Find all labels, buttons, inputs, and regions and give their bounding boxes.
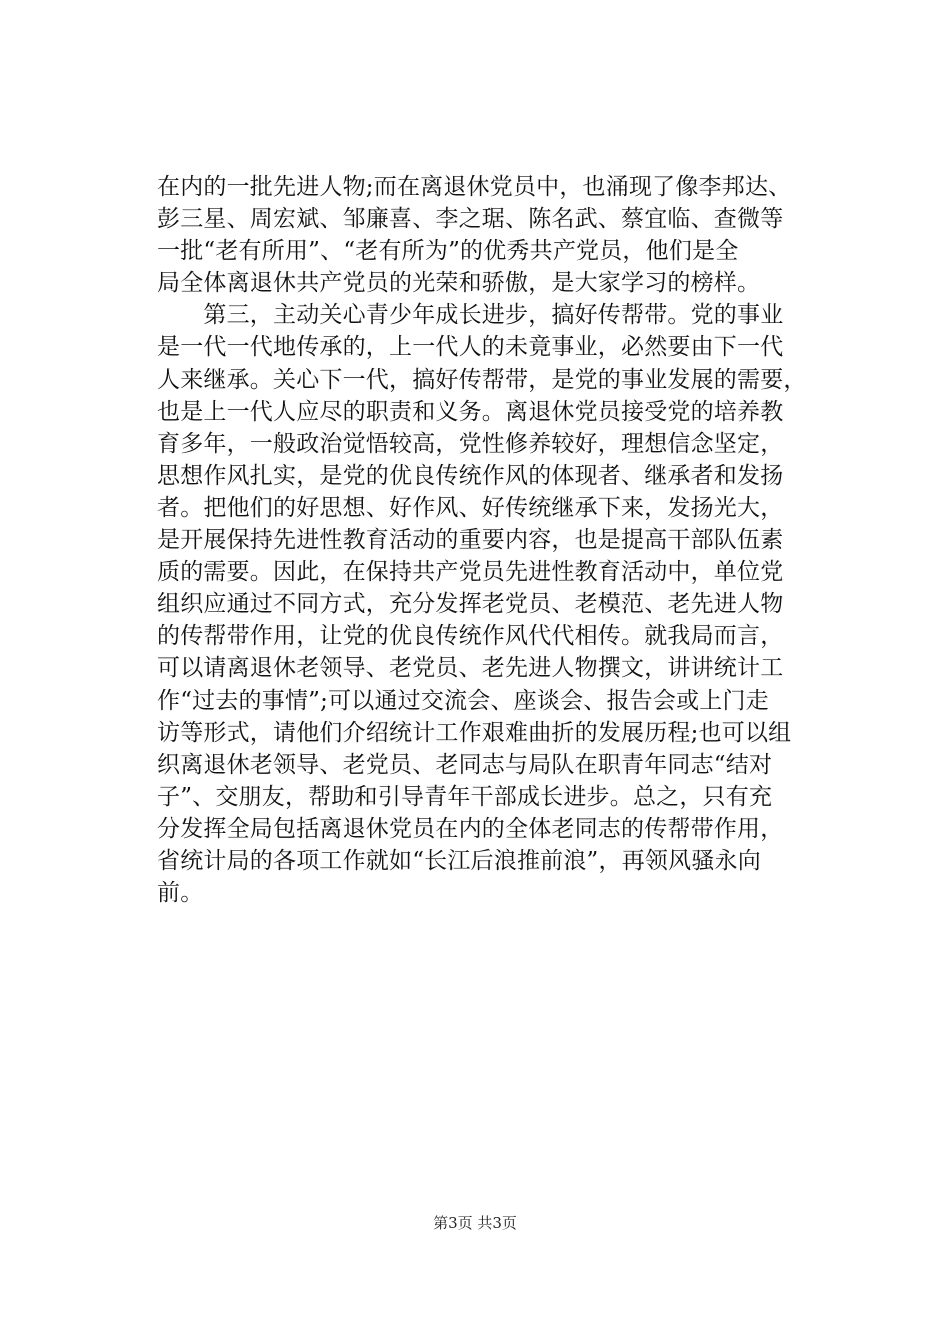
text-line: 是一代一代地传承的，上一代人的未竟事业，必然要由下一代 <box>157 334 784 361</box>
body-text <box>157 171 857 909</box>
text-line: 分发挥全局包括离退休党员在内的全体老同志的传帮带作用， <box>157 815 784 842</box>
text-line: 在内的一批先进人物;而在离退休党员中，也涌现了像李邦达、 <box>157 174 792 200</box>
page-footer <box>0 1213 950 1233</box>
text-line: 者。把他们的好思想、好作风、好传统继承下来，发扬光大， <box>157 494 784 521</box>
text-line: 省统计局的各项工作就如“长江后浪推前浪”，再领风骚永向 <box>157 847 761 874</box>
text-line: 作“过去的事情”;可以通过交流会、座谈会、报告会或上门走 <box>157 687 769 714</box>
text-line: 彭三星、周宏斌、邹廉喜、李之琚、陈名武、蔡宜临、查微等 <box>157 206 784 233</box>
page-number-label: 第3页 共3页 <box>433 1214 517 1232</box>
text-line: 也是上一代人应尽的职责和义务。离退休党员接受党的培养教 <box>157 398 784 425</box>
text-line: 织离退休老领导、老党员、老同志与局队在职青年同志“结对 <box>157 751 773 778</box>
text-line: 子”、交朋友，帮助和引导青年干部成长进步。总之，只有充 <box>157 783 773 810</box>
text-line: 组织应通过不同方式，充分发挥老党员、老模范、老先进人物 <box>157 591 784 618</box>
text-line: 育多年，一般政治觉悟较高，党性修养较好，理想信念坚定， <box>157 430 784 457</box>
text-line: 人来继承。关心下一代，搞好传帮带，是党的事业发展的需要， <box>157 366 807 393</box>
paragraph-start-line: 第三，主动关心青少年成长进步，搞好传帮带。党的事业 <box>157 302 784 329</box>
text-line: 是开展保持先进性教育活动的重要内容，也是提高干部队伍素 <box>157 527 784 554</box>
text-line: 的传帮带作用，让党的优良传统作风代代相传。就我局而言， <box>157 623 784 650</box>
text-line: 思想作风扎实，是党的优良传统作风的体现者、继承者和发扬 <box>157 462 784 489</box>
text-line: 可以请离退休老领导、老党员、老先进人物撰文，讲讲统计工 <box>157 655 784 682</box>
text-line: 访等形式，请他们介绍统计工作艰难曲折的发展历程;也可以组 <box>157 719 792 746</box>
text-line: 局全体离退休共产党员的光荣和骄傲，是大家学习的榜样。 <box>157 270 761 297</box>
text-line: 前。 <box>157 880 204 907</box>
text-line: 质的需要。因此，在保持共产党员先进性教育活动中，单位党 <box>157 559 784 586</box>
text-line: 一批“老有所用”、“老有所为”的优秀共产党员，他们是全 <box>157 238 739 265</box>
